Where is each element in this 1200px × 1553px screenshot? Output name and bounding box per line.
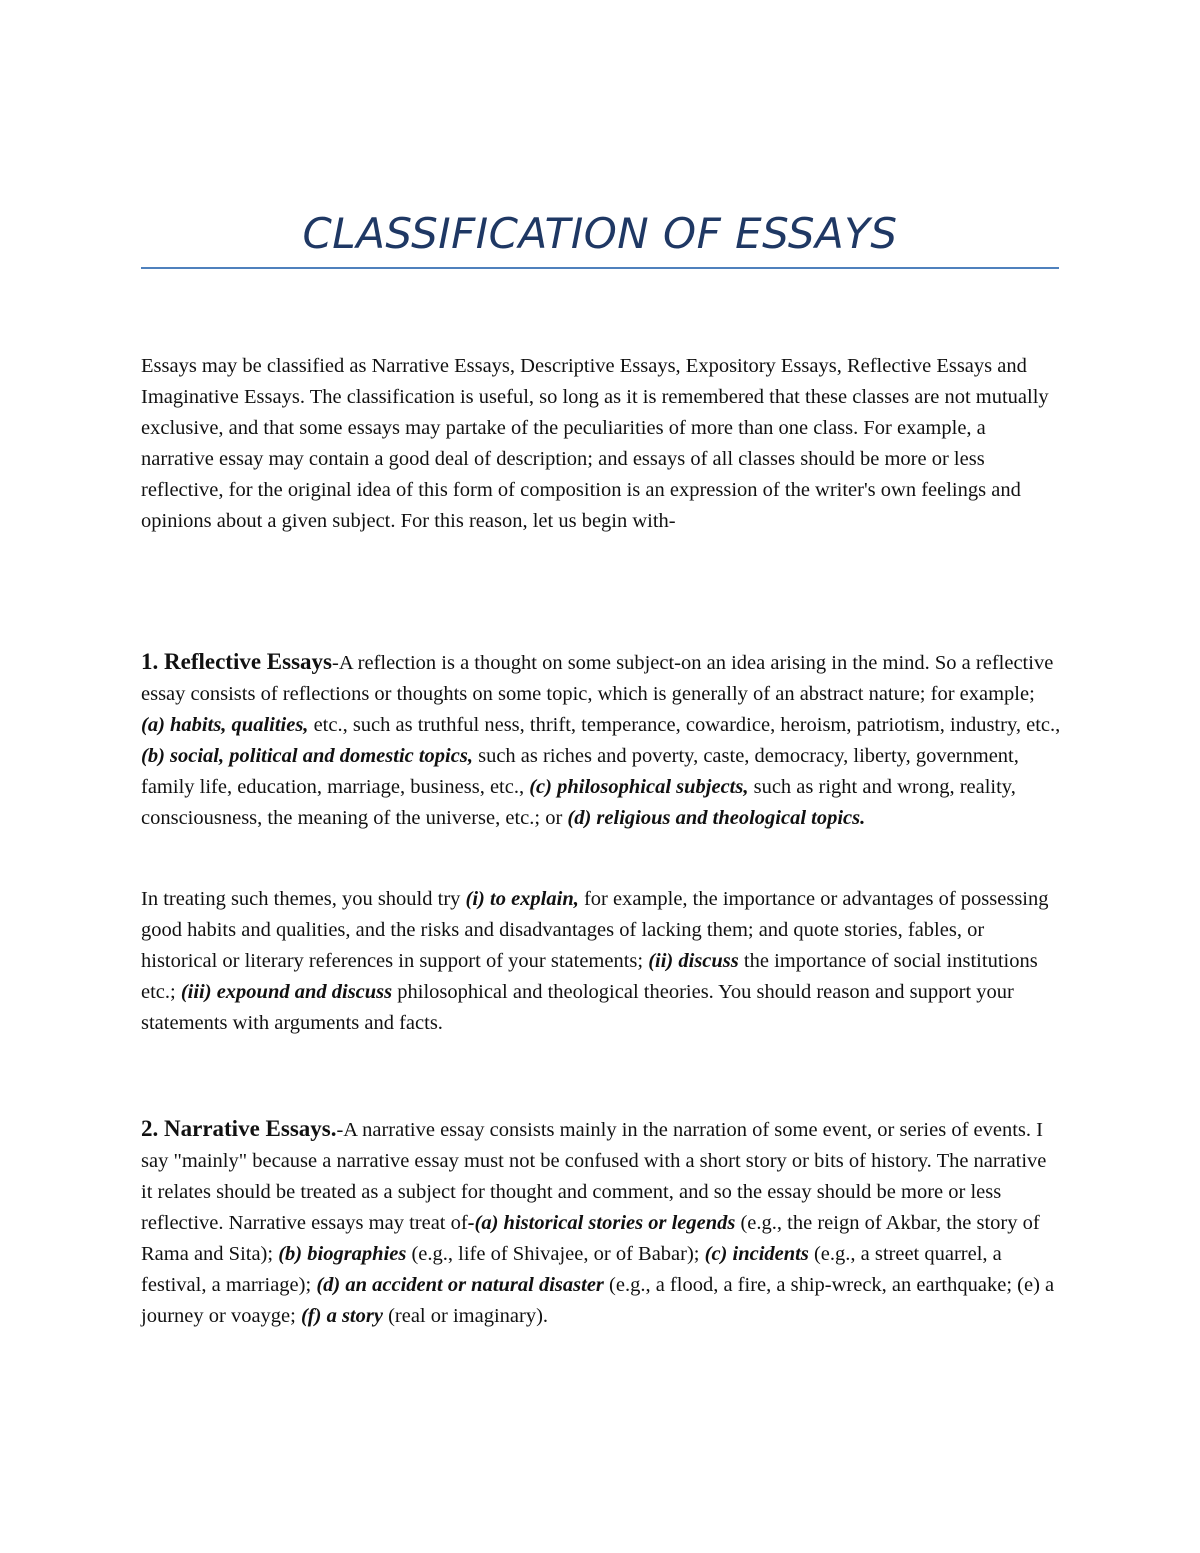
treating-emphasis-i: (i) to explain, <box>465 888 579 910</box>
narrative-emphasis-d: (d) an accident or natural disaster <box>316 1274 604 1296</box>
narrative-essays-paragraph <box>141 1113 1061 1332</box>
narrative-text-5: (e.g., a flood, a fire, a ship-wreck, an earthquake; (e) a journey or voayge; <box>141 1274 1055 1327</box>
reflective-text-4: such as right and wrong, reality, consciousness, the meaning of the universe, etc.; or <box>141 776 1016 829</box>
treating-text-1: In treating such themes, you should try <box>141 888 466 910</box>
reflective-text-2: etc., such as truthful ness, thrift, temperance, cowardice, heroism, patriotism, industry, etc., <box>308 714 1061 736</box>
treating-themes-paragraph <box>141 884 1061 1039</box>
narrative-emphasis-b: (b) biographies <box>278 1243 407 1265</box>
title-underline <box>141 267 1059 269</box>
treating-text-3: the importance of social institutions etc.; <box>141 950 1038 1003</box>
page-title: CLASSIFICATION OF ESSAYS <box>302 209 898 258</box>
narrative-text-4: (e.g., a street quarrel, a festival, a marriage); <box>141 1243 1002 1296</box>
narrative-text-6: (real or imaginary). <box>382 1305 549 1327</box>
narrative-emphasis-c: (c) incidents <box>704 1243 809 1265</box>
narrative-emphasis-f: (f) a story <box>300 1305 383 1327</box>
reflective-emphasis-b: (b) social, political and domestic topics, <box>141 745 473 767</box>
narrative-text-1: -A narrative essay consists mainly in the narration of some event, or series of events. I say "mainly" because a narrative essay must not be confused with a short story or bits of history. The narrative it relates should be treated as a subject for thought and comment, and so the essay should be more or less reflective. Narrative essays may treat of <box>141 1119 1047 1234</box>
narrative-emphasis-a: -(a) historical stories or legends <box>467 1212 736 1234</box>
reflective-essays-heading: 1. Reflective Essays <box>141 649 332 674</box>
reflective-emphasis-d: (d) religious and theological topics. <box>567 807 866 829</box>
narrative-text-2: (e.g., the reign of Akbar, the story of Rama and Sita); <box>141 1212 1040 1265</box>
reflective-text-1: -A reflection is a thought on some subject-on an idea arising in the mind. So a reflective essay consists of reflections or thoughts on some topic, which is generally of an abstract nature; for example; <box>141 652 1054 705</box>
treating-emphasis-ii: (ii) discuss <box>648 950 739 972</box>
reflective-emphasis-c: (c) philosophical subjects, <box>529 776 749 798</box>
reflective-text-3: such as riches and poverty, caste, democracy, liberty, government, family life, education, marriage, business, etc., <box>141 745 1019 798</box>
narrative-essays-heading: 2. Narrative Essays. <box>141 1116 337 1141</box>
reflective-emphasis-a: (a) habits, qualities, <box>141 714 309 736</box>
reflective-essays-paragraph <box>141 646 1061 834</box>
treating-emphasis-iii: (iii) expound and discuss <box>180 981 393 1003</box>
treating-text-4: philosophical and theological theories. You should reason and support your statements with arguments and facts. <box>141 981 1014 1034</box>
narrative-text-3: (e.g., life of Shivajee, or of Babar); <box>406 1243 705 1265</box>
intro-paragraph: Essays may be classified as Narrative Essays, Descriptive Essays, Expository Essays, Reflective Essays and Imaginative Essays. The classification is useful, so long as it is remembered that these classes are not mutually exclusive, and that some essays may partake of the peculiarities of more than one class. For example, a narrative essay may contain a good deal of description; and essays of all classes should be more or less reflective, for the original idea of this form of composition is an expression of the writer's own feelings and opinions about a given subject. For this reason, let us begin with- <box>141 355 1049 532</box>
treating-text-2: for example, the importance or advantages of possessing good habits and qualities, and the risks and disadvantages of lacking them; and quote stories, fables, or historical or literary references in support of your statements; <box>141 888 1049 972</box>
